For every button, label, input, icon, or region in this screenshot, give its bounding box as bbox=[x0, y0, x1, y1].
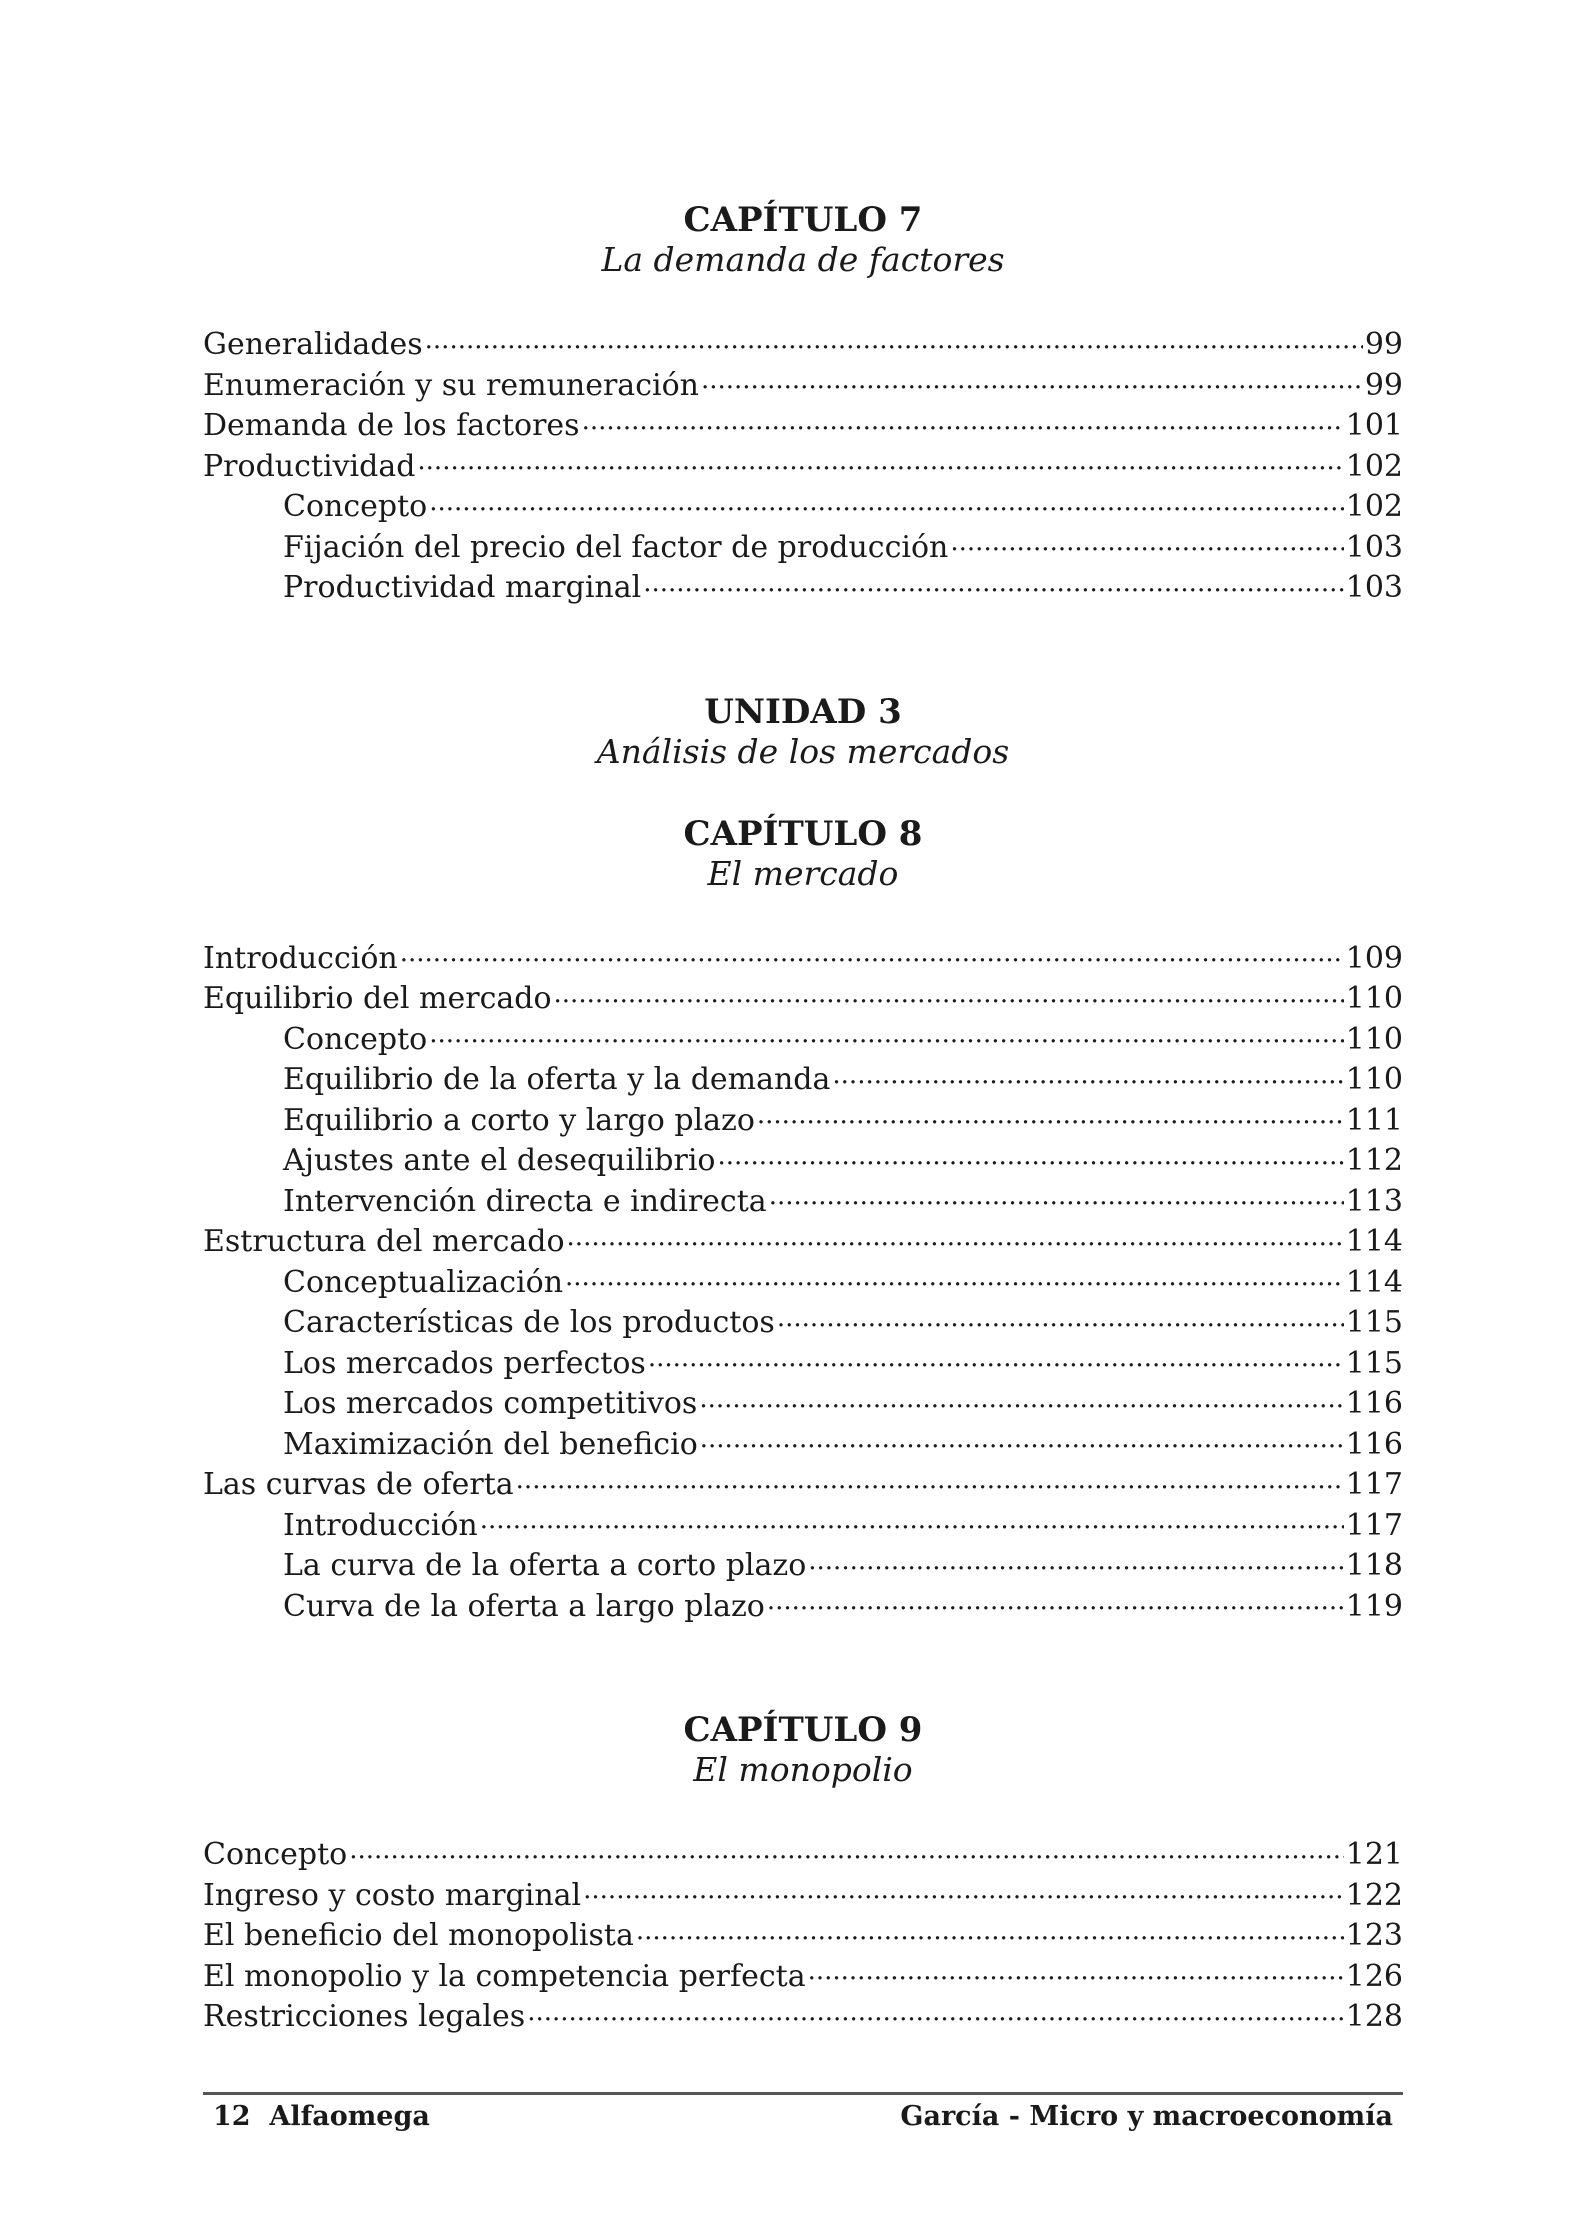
toc-entry-label: Productividad bbox=[203, 448, 416, 484]
toc-entry-label: Equilibrio a corto y largo plazo bbox=[283, 1102, 755, 1138]
toc-entry bbox=[203, 1545, 1403, 1586]
dot-leader bbox=[583, 1875, 1344, 1905]
chapter-7-heading bbox=[203, 200, 1403, 280]
toc-entry-page: 112 bbox=[1345, 1143, 1403, 1178]
dot-leader bbox=[554, 978, 1344, 1008]
unit-3-section bbox=[203, 692, 1403, 772]
dot-leader bbox=[636, 1915, 1344, 1945]
dot-leader bbox=[582, 405, 1344, 435]
toc-entry-page: 128 bbox=[1345, 1999, 1403, 2034]
toc-entry bbox=[203, 1343, 1403, 1384]
toc-entry-page: 102 bbox=[1345, 448, 1403, 484]
toc-entry-label: Los mercados perfectos bbox=[283, 1345, 646, 1381]
toc-entry bbox=[203, 1956, 1403, 1997]
dot-leader bbox=[527, 1996, 1344, 2026]
dot-leader bbox=[757, 1100, 1344, 1130]
toc-entry-label: Demanda de los factores bbox=[203, 408, 580, 443]
chapter-7-entries bbox=[203, 324, 1403, 608]
toc-entry bbox=[203, 567, 1403, 608]
toc-entry-page: 122 bbox=[1345, 1877, 1403, 1913]
toc-entry-page: 102 bbox=[1345, 489, 1403, 524]
chapter-9-section bbox=[203, 1710, 1403, 2037]
toc-entry bbox=[203, 1464, 1403, 1505]
toc-entry bbox=[203, 1875, 1403, 1916]
toc-entry bbox=[203, 365, 1403, 406]
toc-entry-page: 110 bbox=[1345, 981, 1403, 1016]
chapter-8-section bbox=[203, 814, 1403, 1627]
toc-entry-label: Las curvas de oferta bbox=[203, 1467, 514, 1502]
toc-entry-label: Ajustes ante el desequilibrio bbox=[283, 1143, 716, 1178]
chapter-8-heading bbox=[203, 814, 1403, 894]
chapter-8-title: CAPÍTULO 8 bbox=[683, 813, 923, 854]
toc-entry-page: 123 bbox=[1345, 1918, 1403, 1953]
toc-entry bbox=[203, 1996, 1403, 2037]
page-footer bbox=[203, 2092, 1403, 2132]
chapter-7-section bbox=[203, 200, 1403, 608]
toc-entry-page: 115 bbox=[1345, 1345, 1403, 1381]
toc-entry-page: 109 bbox=[1345, 940, 1403, 976]
toc-entry-label: Restricciones legales bbox=[203, 1999, 526, 2034]
toc-entry-page: 117 bbox=[1345, 1467, 1403, 1502]
chapter-8-entries bbox=[203, 938, 1403, 1627]
toc-entry-label: Maximización del beneficio bbox=[283, 1426, 698, 1462]
dot-leader bbox=[417, 446, 1343, 476]
toc-entry-label: Intervención directa e indirecta bbox=[283, 1183, 767, 1219]
toc-entry-label: Generalidades bbox=[203, 327, 423, 362]
dot-leader bbox=[699, 1383, 1343, 1413]
dot-leader bbox=[480, 1505, 1344, 1535]
toc-entry bbox=[203, 527, 1403, 568]
toc-entry-page: 121 bbox=[1345, 1837, 1403, 1872]
toc-entry bbox=[203, 1221, 1403, 1262]
dot-leader bbox=[808, 1956, 1344, 1986]
unit-3-title: UNIDAD 3 bbox=[704, 691, 902, 732]
toc-entry-label: Curva de la oferta a largo plazo bbox=[283, 1588, 765, 1624]
dot-leader bbox=[700, 1424, 1344, 1454]
toc-entry-label: Estructura del mercado bbox=[203, 1224, 565, 1259]
chapter-9-entries bbox=[203, 1834, 1403, 2037]
dot-leader bbox=[349, 1834, 1344, 1864]
toc-entry-label: Introducción bbox=[283, 1507, 478, 1543]
chapter-8-subtitle: El mercado bbox=[707, 853, 899, 893]
dot-leader bbox=[400, 938, 1344, 968]
toc-entry-label: Los mercados competitivos bbox=[283, 1386, 698, 1421]
toc-entry bbox=[203, 1140, 1403, 1181]
toc-entry bbox=[203, 324, 1403, 365]
chapter-9-title: CAPÍTULO 9 bbox=[683, 1710, 923, 1750]
unit-3-heading bbox=[203, 692, 1403, 772]
toc-entry-page: 116 bbox=[1345, 1386, 1403, 1421]
toc-entry-label: Concepto bbox=[203, 1837, 348, 1872]
chapter-7-subtitle: La demanda de factores bbox=[601, 240, 1005, 279]
toc-entry-page: 115 bbox=[1345, 1305, 1403, 1340]
dot-leader bbox=[808, 1545, 1343, 1575]
toc-entry-page: 119 bbox=[1345, 1588, 1403, 1624]
toc-entry-page: 117 bbox=[1345, 1507, 1403, 1543]
dot-leader bbox=[767, 1586, 1344, 1616]
toc-entry bbox=[203, 1834, 1403, 1875]
toc-entry-page: 99 bbox=[1364, 367, 1403, 403]
toc-entry-page: 118 bbox=[1345, 1548, 1403, 1583]
dot-leader bbox=[429, 486, 1344, 516]
chapter-9-subtitle: El monopolio bbox=[693, 1750, 913, 1789]
toc-entry-page: 114 bbox=[1345, 1224, 1403, 1259]
toc-entry-page: 113 bbox=[1345, 1183, 1403, 1219]
toc-entry bbox=[203, 1505, 1403, 1546]
footer-page-publisher: 12 Alfaomega bbox=[213, 2101, 430, 2132]
toc-entry bbox=[203, 1059, 1403, 1100]
toc-entry bbox=[203, 1424, 1403, 1465]
footer-book-title: García - Micro y macroeconomía bbox=[900, 2101, 1393, 2132]
toc-entry-label: Concepto bbox=[283, 489, 428, 524]
toc-entry bbox=[203, 486, 1403, 527]
toc-entry-label: Introducción bbox=[203, 940, 398, 976]
dot-leader bbox=[516, 1464, 1344, 1494]
toc-entry-label: Productividad marginal bbox=[283, 570, 642, 605]
dot-leader bbox=[717, 1140, 1343, 1170]
dot-leader bbox=[643, 567, 1344, 597]
toc-entry-page: 110 bbox=[1345, 1021, 1403, 1057]
toc-entry bbox=[203, 1302, 1403, 1343]
dot-leader bbox=[425, 324, 1363, 354]
toc-entry-label: La curva de la oferta a corto plazo bbox=[283, 1548, 807, 1583]
toc-entry-page: 126 bbox=[1345, 1958, 1403, 1994]
toc-entry-page: 99 bbox=[1364, 327, 1403, 362]
dot-leader bbox=[429, 1019, 1344, 1049]
toc-entry bbox=[203, 1383, 1403, 1424]
toc-entry bbox=[203, 1019, 1403, 1060]
toc-entry bbox=[203, 938, 1403, 979]
toc-entry-page: 111 bbox=[1345, 1102, 1403, 1138]
dot-leader bbox=[769, 1181, 1344, 1211]
toc-entry bbox=[203, 1586, 1403, 1627]
chapter-7-title: CAPÍTULO 7 bbox=[683, 200, 923, 240]
toc-entry bbox=[203, 446, 1403, 487]
toc-entry bbox=[203, 1100, 1403, 1141]
chapter-9-heading bbox=[203, 1710, 1403, 1790]
unit-3-subtitle: Análisis de los mercados bbox=[596, 731, 1010, 771]
toc-entry-label: Ingreso y costo marginal bbox=[203, 1877, 582, 1913]
dot-leader bbox=[565, 1262, 1344, 1292]
toc-entry bbox=[203, 1262, 1403, 1303]
toc-entry-page: 116 bbox=[1345, 1426, 1403, 1462]
toc-entry-label: El beneficio del monopolista bbox=[203, 1918, 634, 1953]
toc-entry-label: Características de los productos bbox=[283, 1305, 775, 1340]
dot-leader bbox=[777, 1302, 1344, 1332]
toc-entry-label: Conceptualización bbox=[283, 1264, 564, 1300]
toc-entry-label: Enumeración y su remuneración bbox=[203, 367, 699, 403]
toc-entry bbox=[203, 1915, 1403, 1956]
toc-entry bbox=[203, 405, 1403, 446]
toc-entry-page: 110 bbox=[1345, 1062, 1403, 1097]
table-of-contents bbox=[203, 200, 1403, 2037]
toc-entry-page: 103 bbox=[1345, 570, 1403, 605]
toc-entry-label: Equilibrio de la oferta y la demanda bbox=[283, 1062, 831, 1097]
toc-entry-label: Concepto bbox=[283, 1021, 428, 1057]
dot-leader bbox=[832, 1059, 1343, 1089]
dot-leader bbox=[950, 527, 1343, 557]
toc-entry-label: Fijación del precio del factor de producción bbox=[283, 529, 949, 565]
toc-entry-page: 101 bbox=[1345, 408, 1403, 443]
toc-entry bbox=[203, 978, 1403, 1019]
toc-entry-page: 103 bbox=[1345, 529, 1403, 565]
toc-entry-page: 114 bbox=[1345, 1264, 1403, 1300]
dot-leader bbox=[567, 1221, 1344, 1251]
toc-entry bbox=[203, 1181, 1403, 1222]
dot-leader bbox=[701, 365, 1363, 395]
dot-leader bbox=[648, 1343, 1344, 1373]
toc-entry-label: Equilibrio del mercado bbox=[203, 981, 552, 1016]
toc-entry-label: El monopolio y la competencia perfecta bbox=[203, 1958, 806, 1994]
